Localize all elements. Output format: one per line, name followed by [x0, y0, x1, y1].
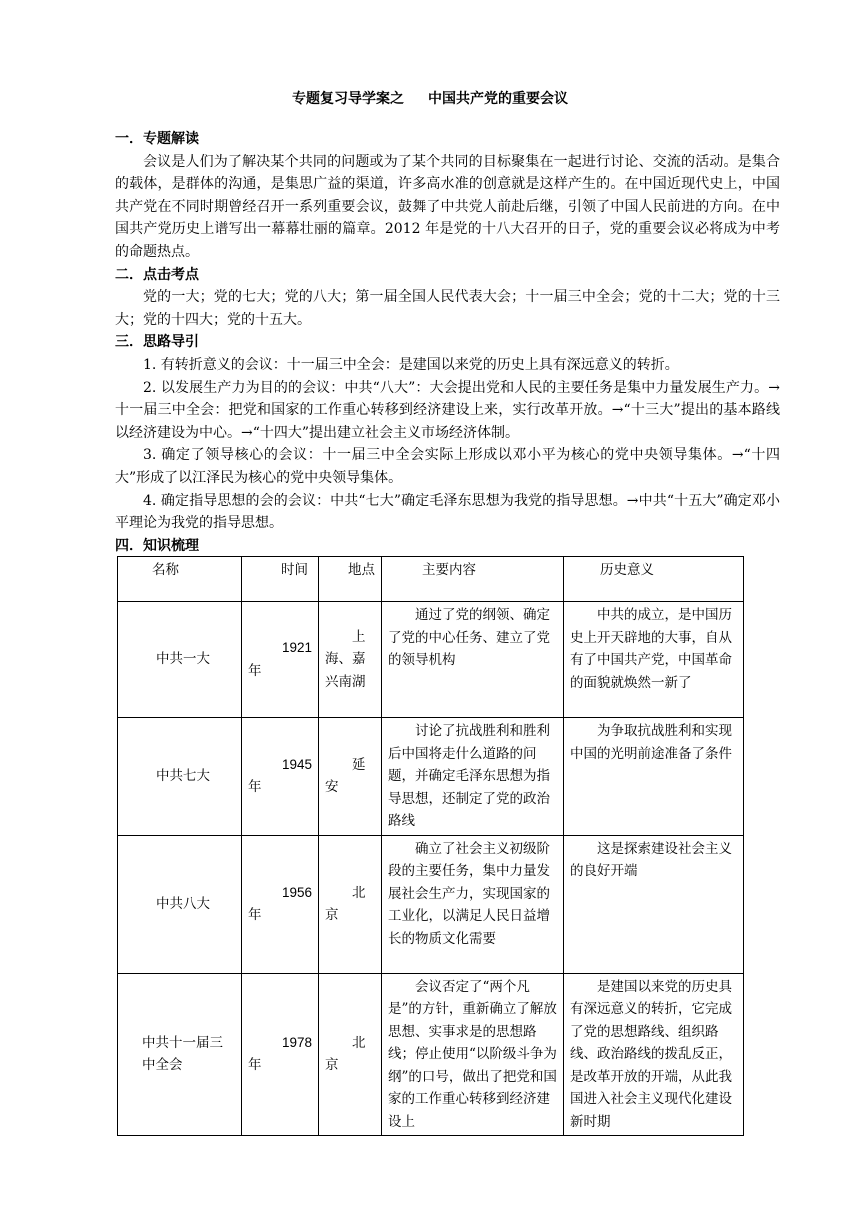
header-content: 主要内容	[382, 557, 564, 602]
title-prefix: 专题复习导学案之	[292, 91, 404, 107]
year-unit: 年	[248, 907, 262, 923]
meeting-name: 中共七大	[156, 768, 210, 784]
year-unit: 年	[248, 1057, 262, 1074]
meeting-content: 确立了社会主义初级阶段的主要任务，集中力量发展社会生产力，实现国家的工业化，以满足人民日益增长的物质文化需要	[388, 840, 550, 947]
meeting-place: 北京	[325, 1034, 366, 1074]
section-heading-knowledge: 四．知识梳理	[115, 537, 199, 554]
document-body	[115, 128, 780, 557]
header-time: 时间	[242, 557, 319, 602]
table-row	[118, 602, 744, 718]
header-name: 名称	[118, 557, 242, 602]
meeting-place: 上海、嘉兴南湖	[325, 628, 366, 690]
section-heading-exam-points: 二．点击考点	[115, 266, 199, 283]
guidance-item-1: 1. 有转折意义的会议：十一届三中全会：是建国以来党的历史上具有深远意义的转折。	[143, 356, 679, 373]
year-unit: 年	[248, 662, 262, 679]
meeting-year: 1956	[281, 884, 312, 900]
meeting-name: 中共一大	[156, 651, 210, 668]
year-unit: 年	[248, 779, 262, 796]
meeting-place: 北京	[325, 884, 366, 923]
page-title	[0, 88, 860, 108]
meeting-year: 1978	[281, 1034, 312, 1050]
table-row	[118, 835, 744, 973]
header-significance: 历史意义	[564, 557, 744, 602]
section-text-exam-points: 党的一大；党的七大；党的八大；第一届全国人民代表大会；十一届三中全会；党的十二大；党的十三大；党的十四大；党的十五大。	[115, 289, 780, 328]
guidance-item-4: 4. 确定指导思想的会的会议：中共“七大”确定毛泽东思想为我党的指导思想。→中共“十五大”确定邓小平理论为我党的指导思想。	[115, 492, 780, 532]
meeting-place: 延安	[325, 756, 366, 796]
meeting-content: 通过了党的纲领、确定了党的中心任务、建立了党的领导机构	[388, 607, 550, 668]
section-heading-interpretation: 一．专题解读	[115, 131, 199, 147]
meeting-significance: 这是探索建设社会主义的良好开端	[570, 840, 732, 879]
section-text-interpretation: 会议是人们为了解决某个共同的问题或为了某个共同的目标聚集在一起进行讨论、交流的活动。是集合的载体，是群体的沟通，是集思广益的渠道，许多高水准的创意就是这样产生的。在中国近现代史上，中国共产党在不同时期曾经召开一系列重要会议，鼓舞了中共党人前赴后继，引领了中国人民前进的方向。在中国共产党历史上谱写出一幕幕壮丽的篇章。2012 年是党的十八大召开的日子，党的重要会议必将成为中考的命题热点。	[115, 153, 780, 260]
meeting-significance: 是建国以来党的历史具有深远意义的转折，它完成了党的思想路线、组织路线、政治路线的拨乱反正，是改革开放的开端，从此我国进入社会主义现代化建设新时期	[570, 978, 732, 1130]
meeting-name: 中共十一届三中全会	[142, 1034, 223, 1074]
meeting-significance: 为争取抗战胜利和实现中国的光明前途准备了条件	[570, 723, 732, 762]
knowledge-table	[117, 556, 744, 1136]
meeting-name: 中共八大	[156, 895, 210, 912]
guidance-item-3: 3. 确定了领导核心的会议：十一届三中全会实际上形成以邓小平为核心的党中央领导集体。→“十四大”形成了以江泽民为核心的党中央领导集体。	[115, 447, 780, 486]
meeting-content: 讨论了抗战胜利和胜利后中国将走什么道路的问题，并确定毛泽东思想为指导思想，还制定了党的政治路线	[388, 723, 550, 829]
guidance-item-2: 2. 以发展生产力为目的的会议：中共“八大”：大会提出党和人民的主要任务是集中力量发展生产力。→十一届三中全会：把党和国家的工作重心转移到经济建设上来，实行改革开放。→“十三大”提出的基本路线以经济建设为中心。→“十四大”提出建立社会主义市场经济体制。	[115, 379, 780, 441]
table-row	[118, 973, 744, 1136]
meeting-year: 1945	[281, 756, 312, 772]
table-header-row	[118, 557, 744, 602]
section-heading-guidance: 三．思路导引	[115, 334, 199, 351]
meeting-significance: 中共的成立，是中国历史上开天辟地的大事，自从有了中国共产党，中国革命的面貌就焕然一新了	[570, 607, 732, 691]
title-main: 中国共产党的重要会议	[428, 91, 568, 107]
header-place: 地点	[319, 557, 382, 602]
table-row	[118, 718, 744, 836]
meeting-year: 1921	[281, 640, 312, 655]
meeting-content: 会议否定了“两个凡是”的方针，重新确立了解放思想、实事求是的思想路线；停止使用“以阶级斗争为纲”的口号，做出了把党和国家的工作重心转移到经济建设上	[388, 978, 557, 1130]
